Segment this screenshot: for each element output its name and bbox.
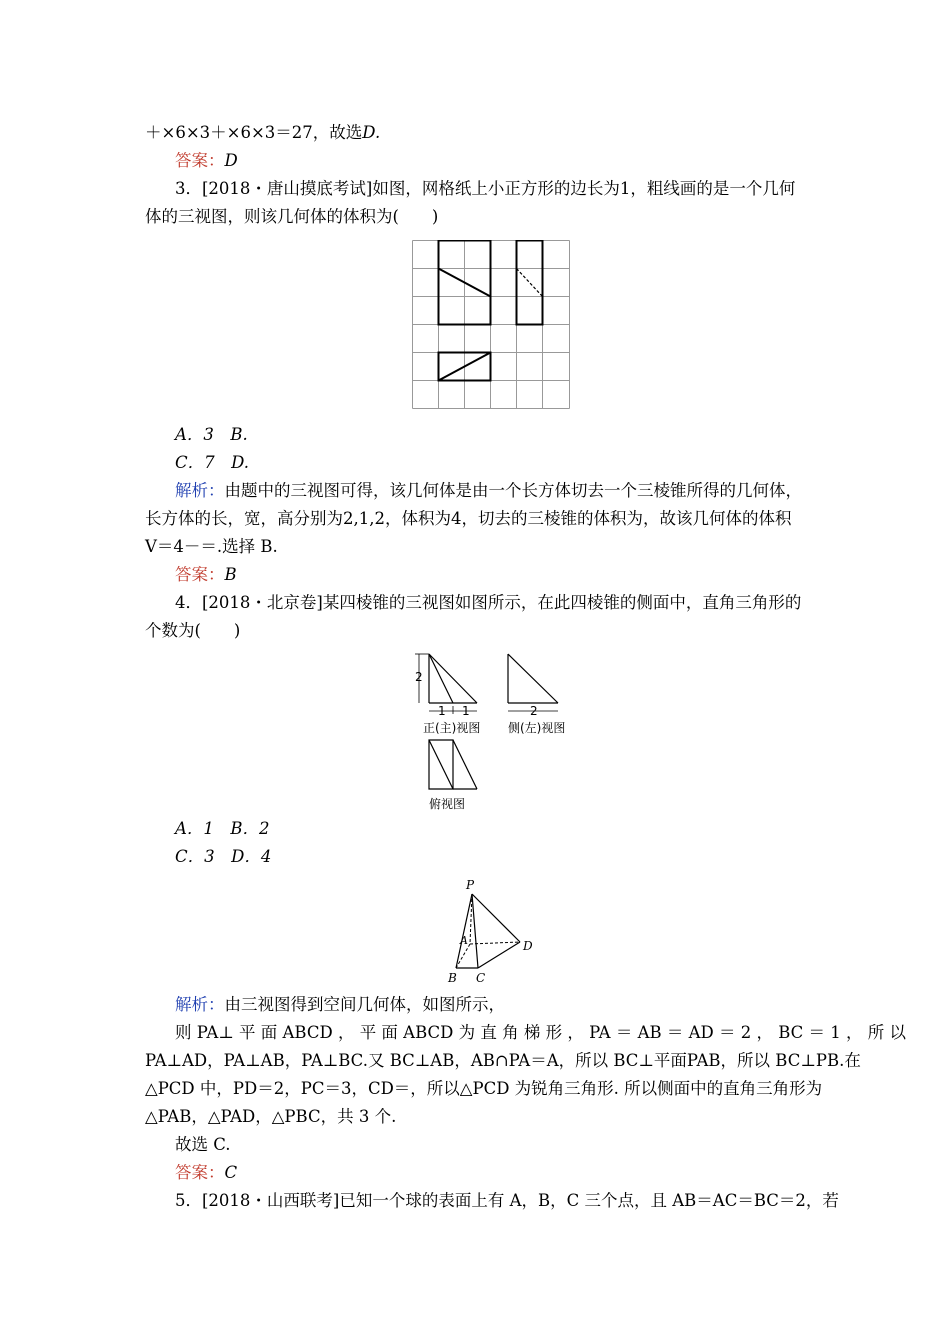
question-4-line-2: 个数为( ) xyxy=(145,621,241,640)
question-3-line-1: 3．[2018・唐山摸底考试]如图，网格纸上小正方形的边长为1，粗线画的是一个几何 xyxy=(175,179,796,198)
edge-PD xyxy=(472,894,520,942)
solution-label: 解析： xyxy=(175,995,225,1014)
solution-text: 由三视图得到空间几何体，如图所示， xyxy=(224,995,505,1014)
q4-solution-line-5: △PAB，△PAD，△PBC，共 3 个. xyxy=(145,1107,397,1126)
vertex-B: B xyxy=(448,971,457,985)
vertex-P: P xyxy=(466,878,475,892)
answer-label: 答案： xyxy=(175,151,225,170)
edge-CD xyxy=(478,942,520,968)
side-dimension-label: 2 xyxy=(530,704,538,718)
answer-label: 答案： xyxy=(175,565,225,584)
dimension-label-2: 2 xyxy=(415,670,423,684)
q4-solution-line-3: PA⊥AD，PA⊥AB，PA⊥BC.又 BC⊥AB，AB∩PA＝A，所以 BC⊥平面PAB，所以 BC⊥PB.在 xyxy=(145,1051,861,1070)
text-line xyxy=(145,122,380,144)
side-view-rect xyxy=(517,241,543,325)
answer-value: C xyxy=(224,1163,238,1182)
q3-grid-figure xyxy=(412,240,570,410)
solution-label: 解析： xyxy=(175,481,225,500)
q3-solution-line-2: 长方体的长，宽，高分别为2,1,2，体积为4，切去的三棱锥的体积为，故该几何体的体积 xyxy=(145,509,792,528)
vertex-C: C xyxy=(476,971,486,985)
vertex-A: A xyxy=(460,934,468,947)
q3-answer-line xyxy=(175,564,237,586)
q4-pyramid-figure xyxy=(440,876,540,988)
q4-answer-line xyxy=(175,1162,237,1184)
dimension-label-1b: 1 xyxy=(462,704,470,718)
answer-label: 答案： xyxy=(175,1163,225,1182)
side-view-label: 侧(左)视图 xyxy=(508,721,566,735)
top-view xyxy=(429,740,477,789)
side-view xyxy=(508,654,558,711)
side-view-dashed-line xyxy=(517,269,543,297)
q3-solution-line-1 xyxy=(175,480,802,502)
edge-PC xyxy=(472,894,478,968)
edge-AD-hidden xyxy=(470,942,520,944)
q4-options-ab: A．1 B．2 xyxy=(175,819,270,838)
q4-options-cd: C．3 D．4 xyxy=(175,847,272,866)
answer-line xyxy=(175,150,238,172)
question-5-line-1: 5．[2018・山西联考]已知一个球的表面上有 A，B，C 三个点，且 AB＝AC＝BC＝2，若 xyxy=(175,1191,839,1210)
solution-text: 由题中的三视图可得，该几何体是由一个长方体切去一个三棱锥所得的几何体， xyxy=(224,481,802,500)
dimension-label-1a: 1 xyxy=(438,704,446,718)
question-3-line-2: 体的三视图，则该几何体的体积为( ) xyxy=(145,207,439,226)
vertex-D: D xyxy=(523,939,533,953)
q4-three-view-figure xyxy=(405,648,580,816)
top-view-label: 俯视图 xyxy=(429,797,466,811)
q3-options-ab: A．3 B. xyxy=(175,425,248,444)
q4-solution-line-1 xyxy=(175,994,505,1016)
q4-solution-line-4: △PCD 中，PD＝2，PC＝3，CD＝，所以△PCD 为锐角三角形. 所以侧面中的直角三角形为 xyxy=(145,1079,823,1098)
answer-value: B xyxy=(224,565,237,584)
q3-solution-line-3: V＝4－＝.选择 B. xyxy=(145,537,278,556)
text-span: ＋×6×3＋×6×3＝27，故选 xyxy=(145,123,363,142)
front-view-label: 正(主)视图 xyxy=(423,721,481,735)
answer-letter: D. xyxy=(362,123,381,142)
question-4-line-1: 4．[2018・北京卷]某四棱锥的三视图如图所示，在此四棱锥的侧面中，直角三角形的 xyxy=(175,593,802,612)
q4-solution-line-2: 则 PA⊥ 平 面 ABCD ， 平 面 ABCD 为 直 角 梯 形 ， PA ＝ AB ＝ AD ＝ 2 ， BC ＝ 1 ， 所 以 xyxy=(175,1023,907,1042)
answer-value: D xyxy=(224,151,238,170)
edge-PB xyxy=(456,894,472,968)
q3-options-cd: C．7 D. xyxy=(175,453,250,472)
q4-solution-line-6: 故选 C. xyxy=(175,1135,231,1154)
